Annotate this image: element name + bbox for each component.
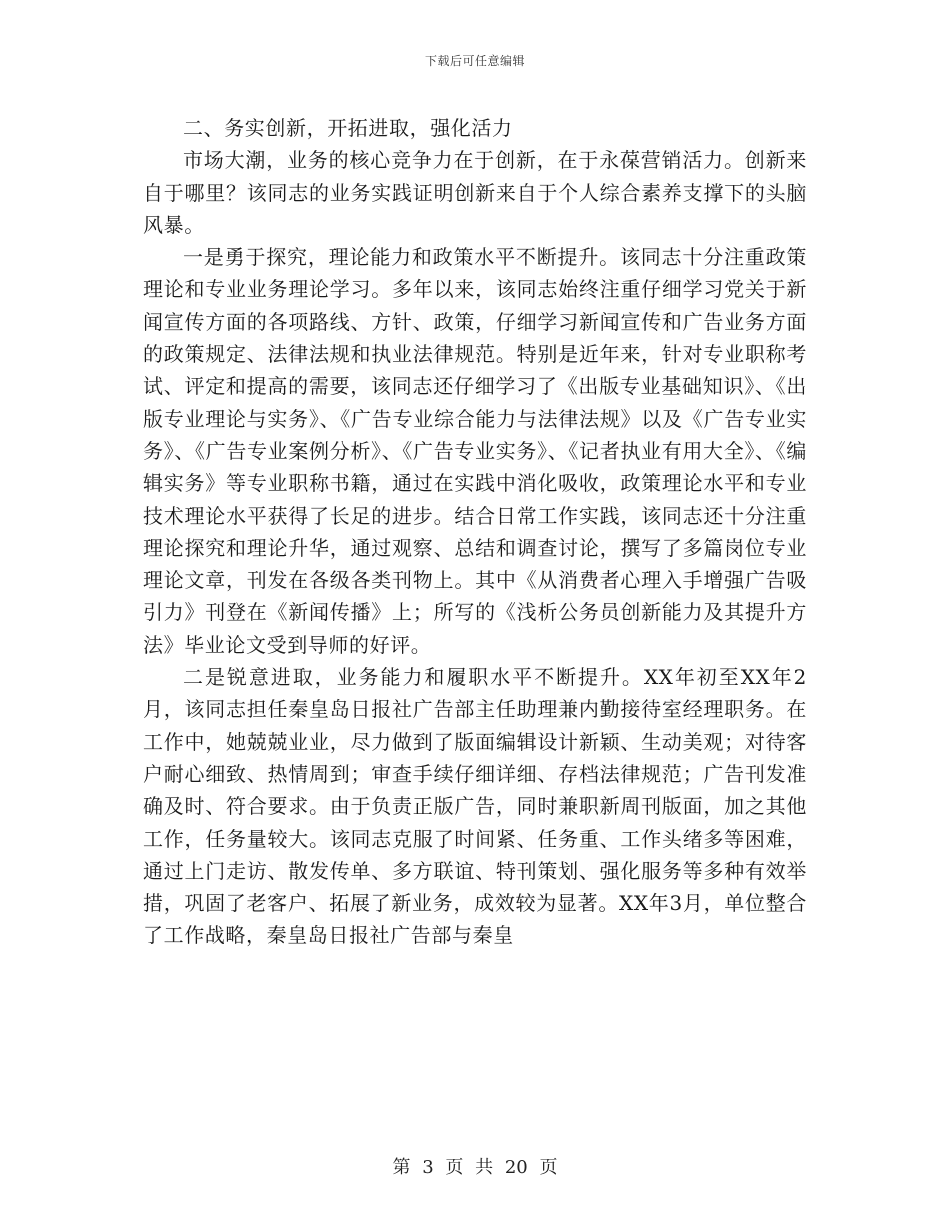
page-header-note: 下载后可任意编辑 xyxy=(424,54,525,68)
paragraph: 一是勇于探究，理论能力和政策水平不断提升。该同志十分注重政策理论和专业业务理论学习。多年以来，该同志始终注重仔细学习党关于新闻宣传方面的各项路线、方针、政策，仔细学习新闻宣传和广告业务方面的政策规定、法律法规和执业法律规范。特别是近年来，针对专业职称考试、评定和提高的需要，该同志还仔细学习了《出版专业基础知识》、《出版专业理论与实务》、《广告专业综合能力与法律法规》以及《广告专业实务》、《广告专业案例分析》、《广告专业实务》、《记者执业有用大全》、《编辑实务》等专业职称书籍，通过在实践中消化吸收，政策理论水平和专业技术理论水平获得了长足的进步。结合日常工作实践，该同志还十分注重理论探究和理论升华，通过观察、总结和调查讨论，撰写了多篇岗位专业理论文章，刊发在各级各类刊物上。其中《从消费者心理入手增强广告吸引力》刊登在《新闻传播》上；所写的《浅析公务员创新能力及其提升方法》毕业论文受到导师的好评。 xyxy=(143,245,807,657)
page-number: 第 3 页 共 20 页 xyxy=(392,1157,558,1178)
paragraph: 市场大潮，业务的核心竞争力在于创新，在于永葆营销活力。创新来自于哪里？该同志的业务实践证明创新来自于个人综合素养支撑下的头脑风暴。 xyxy=(143,148,807,237)
document-body xyxy=(143,112,807,952)
paragraph: 二是锐意进取，业务能力和履职水平不断提升。XX年初至XX年2月，该同志担任秦皇岛日报社广告部主任助理兼内勤接待室经理职务。在工作中，她兢兢业业，尽力做到了版面编辑设计新颖、生动美观；对待客户耐心细致、热情周到；审查手续仔细详细、存档法律规范；广告刊发准确及时、符合要求。由于负责正版广告，同时兼职新周刊版面，加之其他工作，任务量较大。该同志克服了时间紧、任务重、工作头绪多等困难，通过上门走访、散发传单、多方联谊、特刊策划、强化服务等多种有效举措，巩固了老客户、拓展了新业务，成效较为显著。XX年3月，单位整合了工作战略，秦皇岛日报社广告部与秦皇 xyxy=(143,665,807,948)
section-heading: 二、务实创新，开拓进取，强化活力 xyxy=(183,116,513,140)
